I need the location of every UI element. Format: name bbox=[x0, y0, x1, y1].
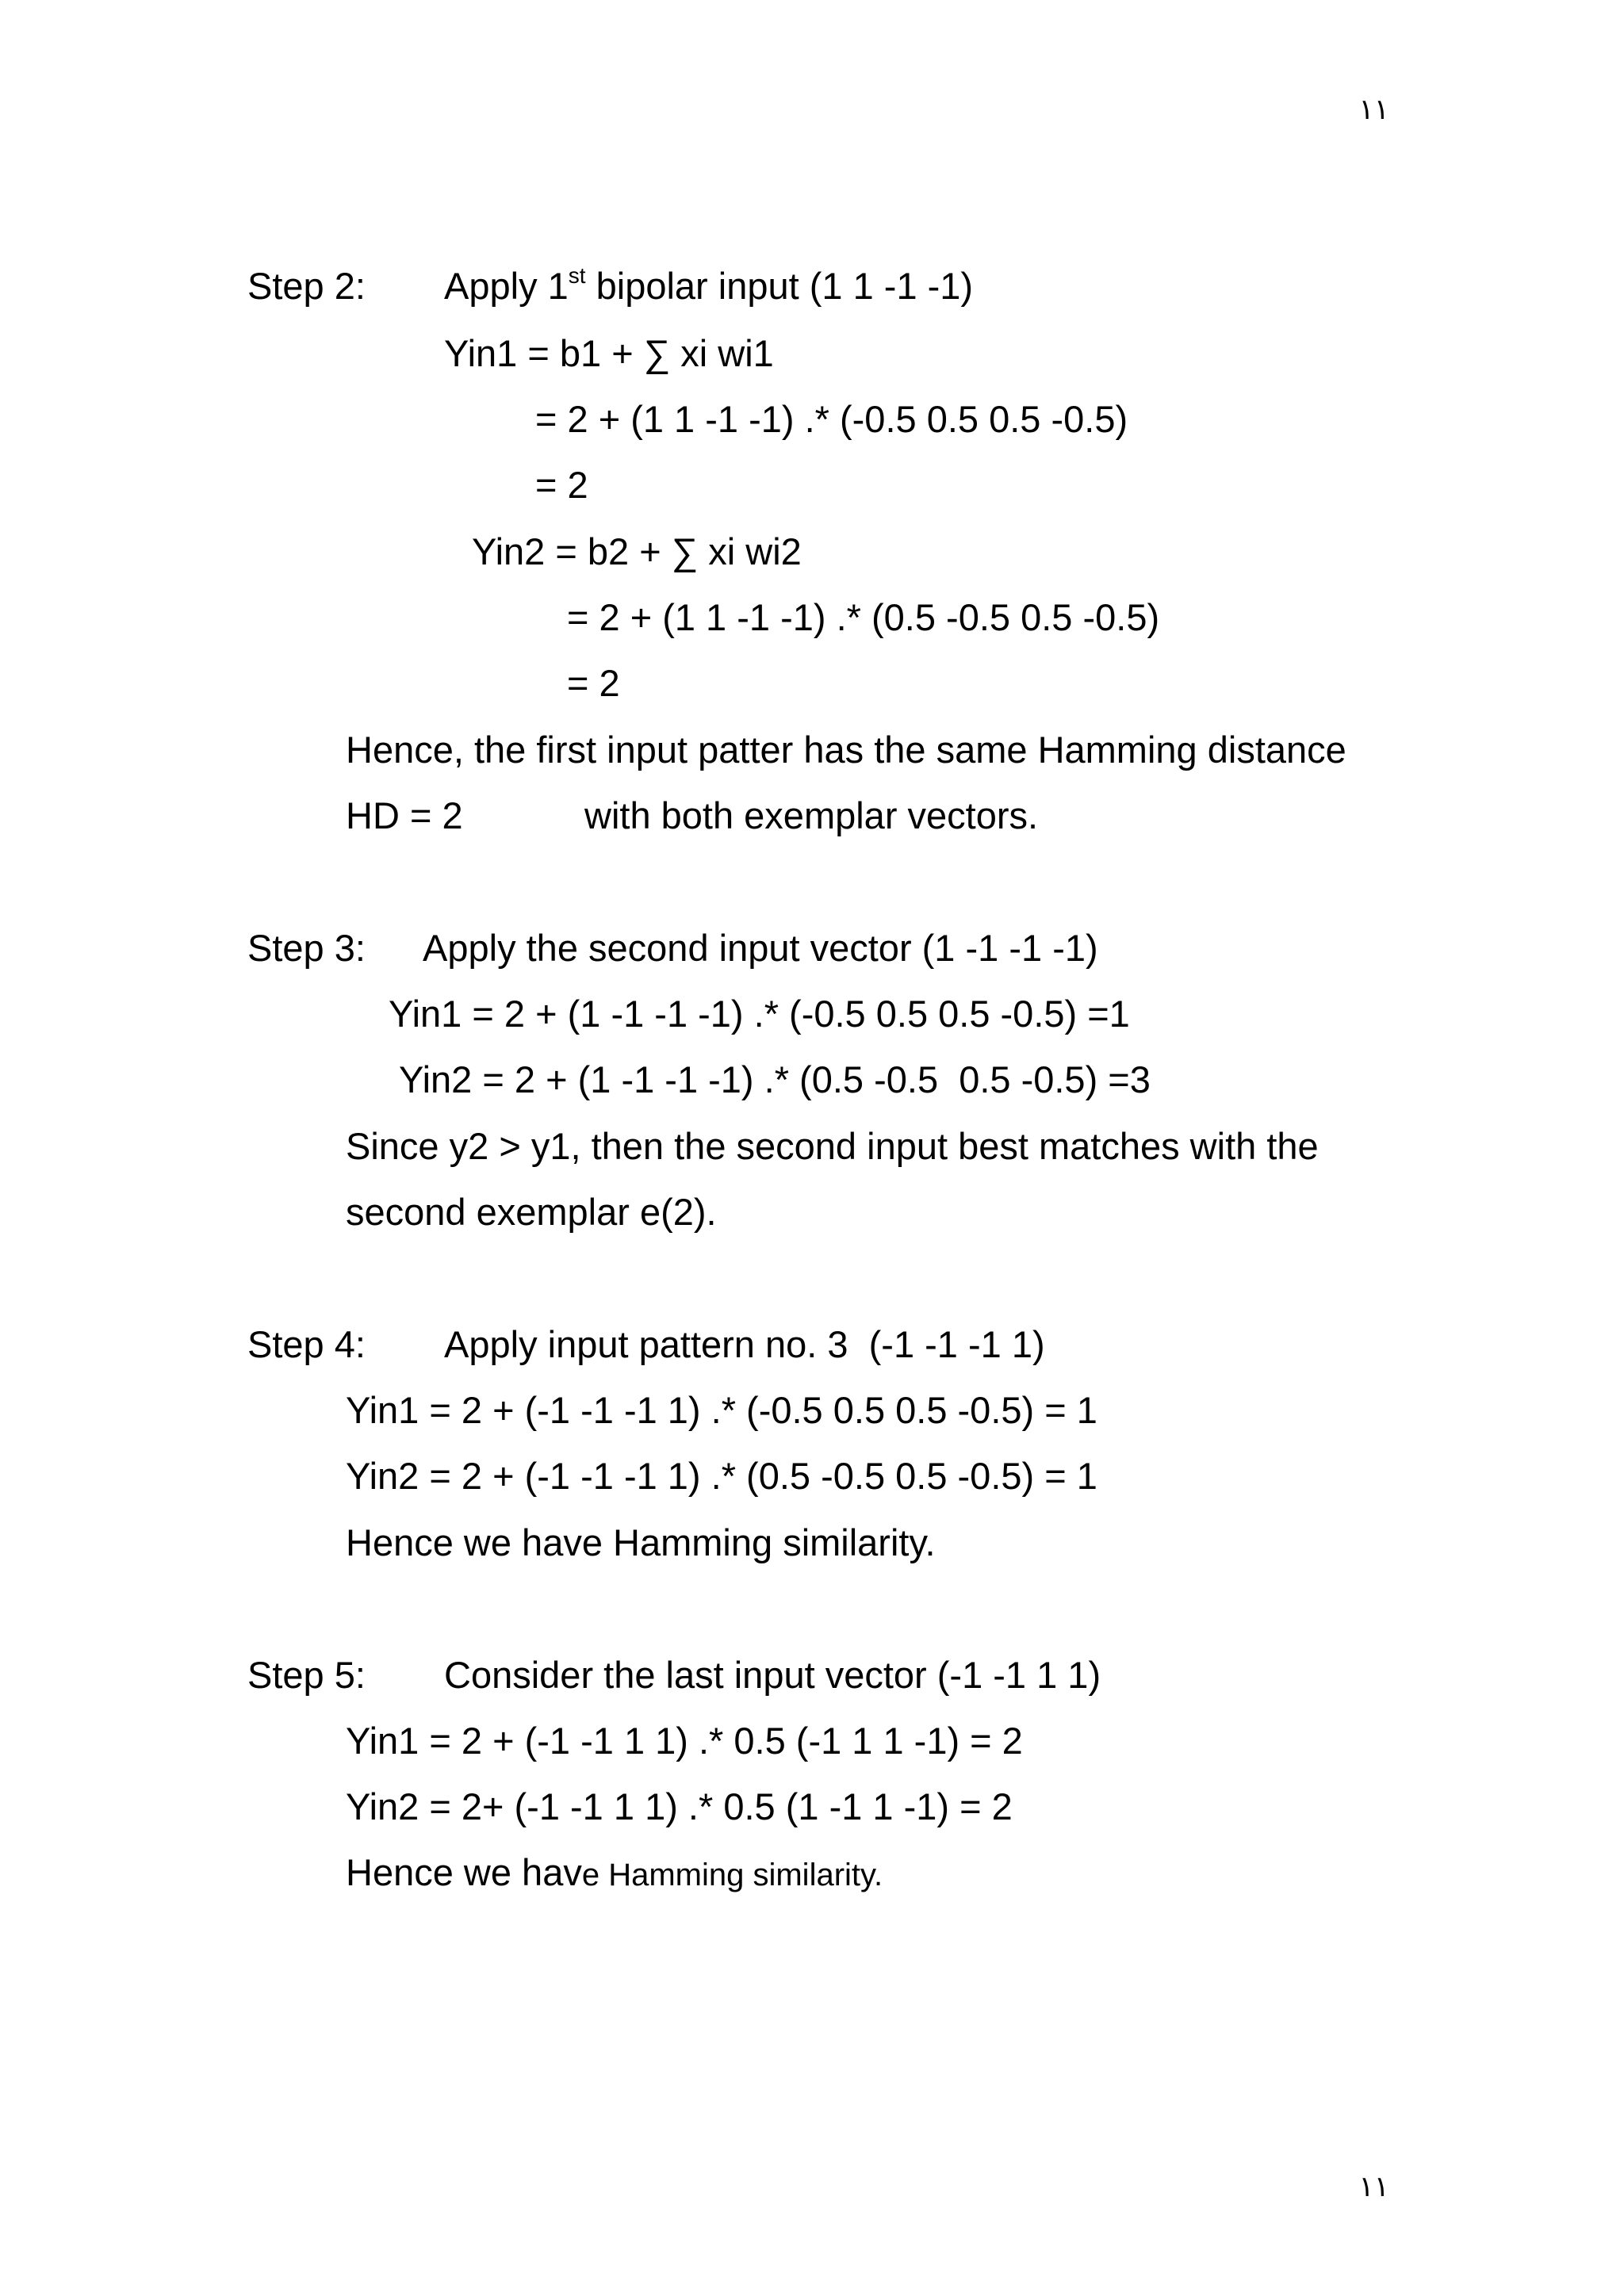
step2-yin1-result: = 2 bbox=[535, 464, 588, 506]
step2-yin2-calc: = 2 + (1 1 -1 -1) .* (0.5 -0.5 0.5 -0.5) bbox=[567, 596, 1160, 638]
step3-yin1: Yin1 = 2 + (1 -1 -1 -1) .* (-0.5 0.5 0.5 -0.5) =1 bbox=[389, 993, 1130, 1035]
step2-yin1-calc: = 2 + (1 1 -1 -1) .* (-0.5 0.5 0.5 -0.5) bbox=[535, 398, 1128, 440]
step5-yin2: Yin2 = 2+ (-1 -1 1 1) .* 0.5 (1 -1 1 -1) = 2 bbox=[346, 1785, 1013, 1827]
step3-apply: Apply the second input vector (1 -1 -1 -1) bbox=[423, 927, 1098, 969]
step5-conclusion-prefix: Hence we hav bbox=[346, 1851, 582, 1893]
step2-apply bbox=[444, 264, 973, 308]
step4-label: Step 4: bbox=[247, 1323, 366, 1365]
step2-label: Step 2: bbox=[247, 265, 366, 307]
step5-yin1: Yin1 = 2 + (-1 -1 1 1) .* 0.5 (-1 1 1 -1) = 2 bbox=[346, 1720, 1023, 1762]
page-number-top: ١١ bbox=[1358, 94, 1389, 126]
step5-conclusion-suffix: e Hamming similarity. bbox=[581, 1858, 883, 1892]
step2-yin1-formula: Yin1 = b1 + ∑ xi wi1 bbox=[444, 332, 774, 374]
step3-conclusion-line1: Since y2 > y1, then the second input best matches with the bbox=[346, 1125, 1319, 1167]
step2-yin2-formula: Yin2 = b2 + ∑ xi wi2 bbox=[472, 530, 802, 572]
step2-conclusion-line1: Hence, the first input patter has the same Hamming distance bbox=[346, 729, 1346, 771]
page-number-bottom: ١١ bbox=[1358, 2171, 1389, 2203]
step4-apply: Apply input pattern no. 3 (-1 -1 -1 1) bbox=[444, 1323, 1045, 1365]
step2-apply-suffix: bipolar input (1 1 -1 -1) bbox=[585, 265, 974, 307]
step4-yin2: Yin2 = 2 + (-1 -1 -1 1) .* (0.5 -0.5 0.5 -0.5) = 1 bbox=[346, 1455, 1097, 1497]
step5-conclusion bbox=[346, 1850, 883, 1897]
step4-yin1: Yin1 = 2 + (-1 -1 -1 1) .* (-0.5 0.5 0.5 -0.5) = 1 bbox=[346, 1389, 1097, 1431]
step5-label: Step 5: bbox=[247, 1654, 366, 1696]
step3-conclusion-line2: second exemplar e(2). bbox=[346, 1191, 717, 1233]
step2-apply-superscript: st bbox=[568, 263, 586, 288]
step3-yin2: Yin2 = 2 + (1 -1 -1 -1) .* (0.5 -0.5 0.5 -0.5) =3 bbox=[399, 1058, 1151, 1100]
step2-conclusion-line2: with both exemplar vectors. bbox=[584, 794, 1039, 836]
step2-yin2-result: = 2 bbox=[567, 662, 620, 704]
step2-apply-prefix: Apply 1 bbox=[444, 265, 569, 307]
step3-label: Step 3: bbox=[247, 927, 366, 969]
step2-conclusion-hd: HD = 2 bbox=[346, 794, 463, 836]
step4-conclusion: Hence we have Hamming similarity. bbox=[346, 1521, 936, 1563]
step5-apply: Consider the last input vector (-1 -1 1 1) bbox=[444, 1654, 1101, 1696]
